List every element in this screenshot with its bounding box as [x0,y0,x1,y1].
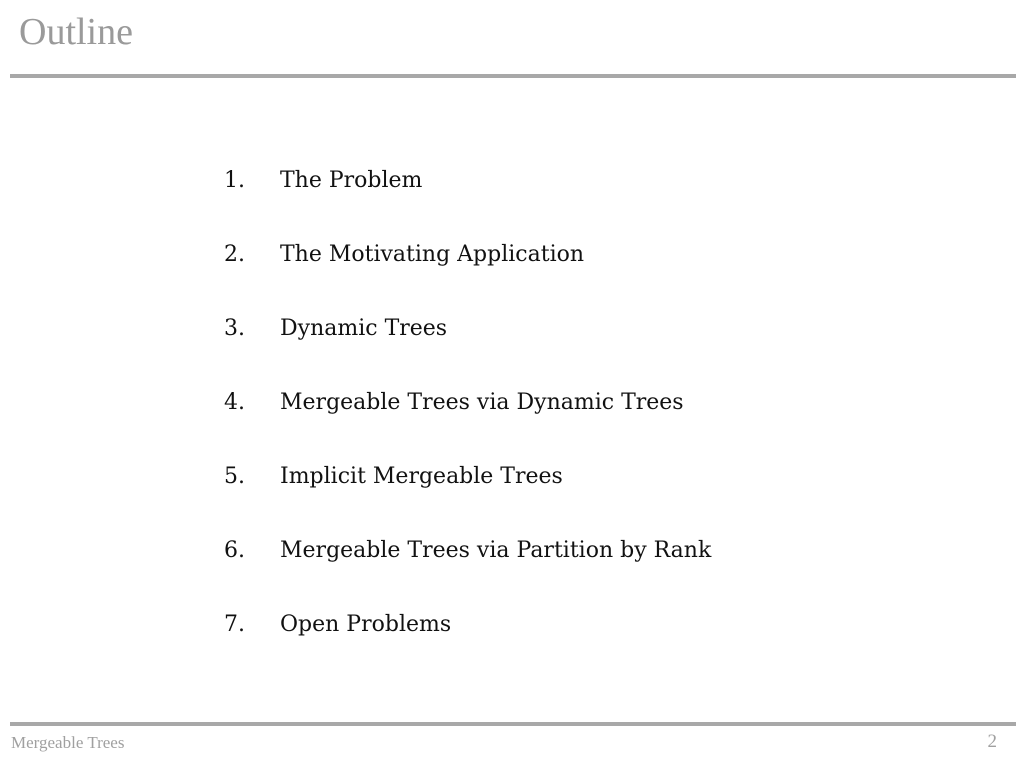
outline-item-number: 1. [224,168,245,193]
outline-item-text: Implicit Mergeable Trees [280,464,563,489]
footer-presentation-title: Mergeable Trees [11,733,125,752]
outline-item-number: 4. [224,390,245,415]
outline-item-number: 6. [224,538,245,563]
outline-item-number: 7. [224,612,245,637]
slide-title: Outline [19,11,133,53]
outline-item-number: 2. [224,242,245,267]
footer-divider [10,722,1016,726]
outline-item [224,316,711,390]
outline-item-text: Open Problems [280,612,452,637]
outline-item-text: The Motivating Application [280,242,585,267]
outline-item [224,464,711,538]
header-divider [10,74,1016,78]
footer-page-number: 2 [987,731,997,752]
outline-item [224,242,711,316]
outline-item [224,390,711,464]
outline-item-number: 3. [224,316,245,341]
outline-item-text: The Problem [280,168,423,193]
outline-item-text: Mergeable Trees via Dynamic Trees [280,390,684,415]
outline-item-number: 5. [224,464,245,489]
outline-item-text: Mergeable Trees via Partition by Rank [280,538,712,563]
outline-list [224,168,711,646]
outline-item-text: Dynamic Trees [280,316,448,341]
outline-item [224,612,711,646]
outline-item [224,168,711,242]
outline-item [224,538,711,612]
